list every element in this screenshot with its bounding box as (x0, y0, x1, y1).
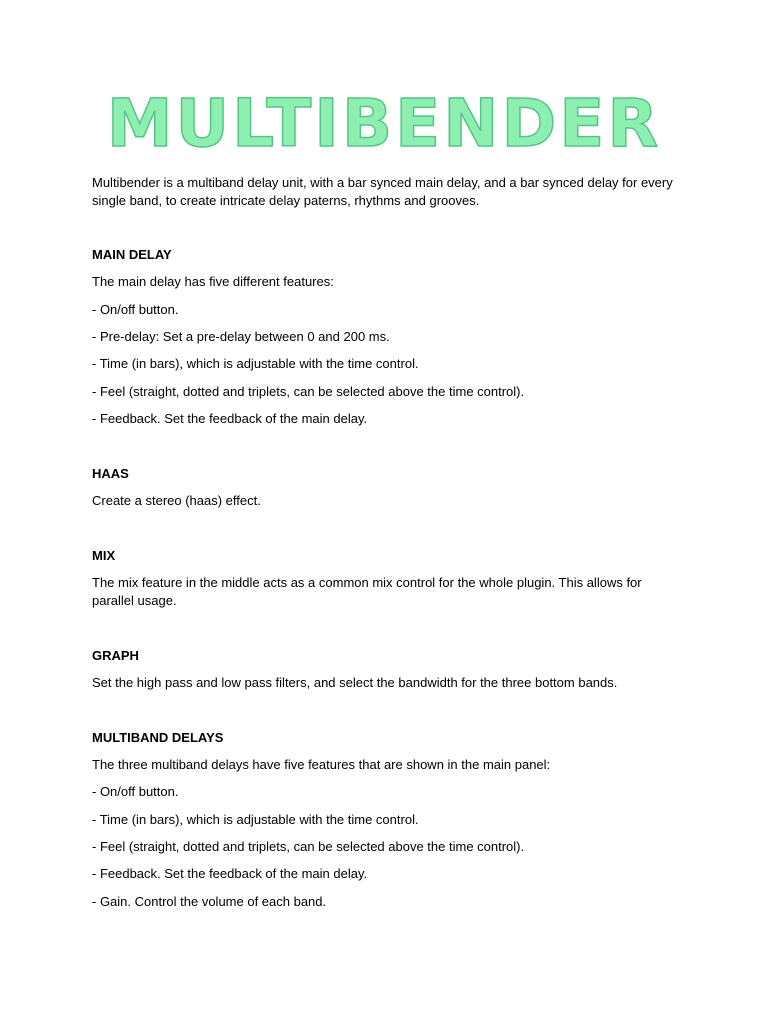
main-delay-heading: MAIN DELAY (92, 247, 172, 262)
graph-heading: GRAPH (92, 648, 139, 663)
multiband-item: - Feel (straight, dotted and triplets, can be selected above the time control). (92, 839, 525, 854)
main-delay-item: - Feel (straight, dotted and triplets, can be selected above the time control). (92, 384, 525, 399)
main-delay-item: - Feedback. Set the feedback of the main delay. (92, 411, 368, 426)
haas-text: Create a stereo (haas) effect. (92, 493, 261, 508)
multiband-heading: MULTIBAND DELAYS (92, 730, 224, 745)
multiband-item: - On/off button. (92, 784, 179, 799)
multiband-item: - Time (in bars), which is adjustable with the time control. (92, 812, 419, 827)
multiband-item: - Feedback. Set the feedback of the main delay. (92, 866, 368, 881)
graph-text: Set the high pass and low pass filters, and select the bandwidth for the three bottom bands. (92, 675, 618, 690)
multiband-intro: The three multiband delays have five features that are shown in the main panel: (92, 757, 551, 772)
haas-heading: HAAS (92, 466, 129, 481)
main-delay-item: - Time (in bars), which is adjustable with the time control. (92, 356, 419, 371)
mix-line-2: parallel usage. (92, 593, 177, 608)
page-title: MULTIBENDER (106, 85, 662, 162)
multiband-item: - Gain. Control the volume of each band. (92, 894, 327, 909)
mix-line-1: The mix feature in the middle acts as a common mix control for the whole plugin. This allows for (92, 575, 642, 590)
main-delay-item: - On/off button. (92, 302, 179, 317)
main-delay-intro: The main delay has five different features: (92, 274, 334, 289)
intro-line-2: single band, to create intricate delay paterns, rhythms and grooves. (92, 193, 480, 208)
intro-line-1: Multibender is a multiband delay unit, with a bar synced main delay, and a bar synced delay for every (92, 175, 673, 190)
main-delay-item: - Pre-delay: Set a pre-delay between 0 and 200 ms. (92, 329, 390, 344)
mix-heading: MIX (92, 548, 116, 563)
